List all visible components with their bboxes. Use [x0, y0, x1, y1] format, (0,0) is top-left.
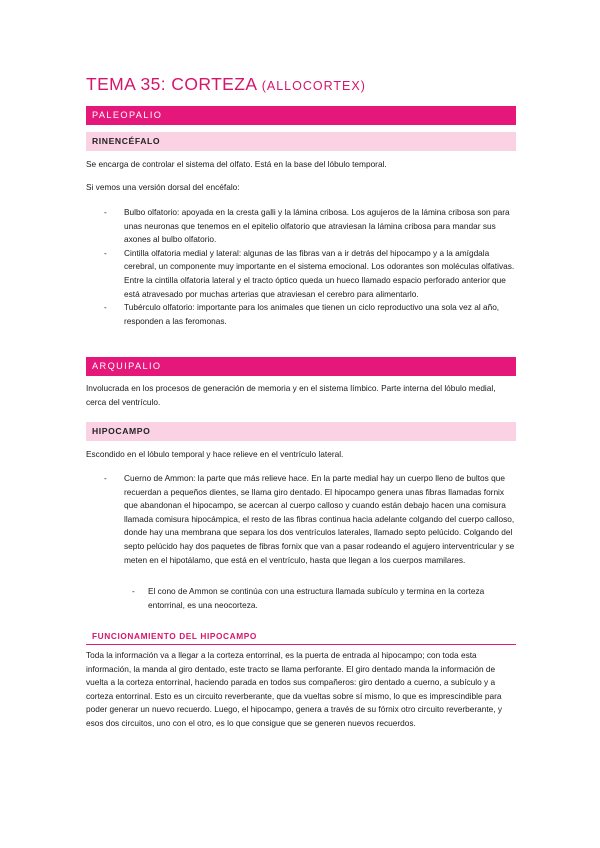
list-item — [86, 472, 516, 567]
bullet-marker: - — [104, 247, 107, 258]
hipocampo-sub-bullet-list — [86, 585, 516, 612]
list-item — [86, 206, 516, 247]
arquipalio-paragraph: Involucrada en los procesos de generación de memoria y en el sistema límbico. Parte interna del lóbulo medial, cerca del ventrículo. — [86, 383, 496, 407]
subsection-heading-rinencefalo: RINENCÉFALO — [86, 132, 516, 151]
rinencefalo-paragraph-1: Se encarga de controlar el sistema del olfato. Está en la base del lóbulo temporal. — [86, 159, 387, 169]
bullet-text: Bulbo olfatorio: apoyada en la cresta galli y la lámina cribosa. Los agujeros de la lámina cribosa son para unas neuronas que tenemos en el epitelio olfatorio que atraviesan la lámina cribosa para mandar sus axones al bulbo olfatorio. — [124, 207, 510, 245]
subsection-heading-funcionamiento: FUNCIONAMIENTO DEL HIPOCAMPO — [86, 629, 516, 645]
bullet-marker: - — [104, 473, 107, 483]
section-heading-arquipalio: ARQUIPALIO — [86, 357, 516, 376]
title-main: TEMA 35: CORTEZA — [86, 74, 257, 94]
bullet-text: Tubérculo olfatorio: importante para los animales que tienen un ciclo reproductivo una sola vez al año, responden a las feromonas. — [124, 302, 500, 326]
subsection-heading-hipocampo: HIPOCAMPO — [86, 422, 516, 441]
list-item — [86, 585, 516, 612]
bullet-marker: - — [104, 207, 107, 217]
list-item — [86, 247, 516, 301]
bullet-text: Cintilla olfatoria medial y lateral: algunas de las fibras van a ir detrás del hipocampo y a la amígdala cerebral, un componente muy importante en el sistema emocional. Los odorantes son moléculas olfativas. Entre la cintilla olfatoria lateral y el tracto óptico queda un hueco llamado espacio perforado anterior que está atravesado por muchas arterias que atraviesan el cerebro para alimentarlo. — [124, 247, 515, 299]
rinencefalo-bullet-list — [86, 206, 516, 328]
bullet-marker: - — [104, 302, 107, 313]
hipocampo-bullet-list — [86, 472, 516, 567]
section-heading-paleopalio: PALEOPALIO — [86, 106, 516, 125]
page-title — [86, 74, 366, 95]
bullet-marker: - — [132, 586, 135, 596]
rinencefalo-paragraph-2: Si vemos una versión dorsal del encéfalo: — [86, 182, 240, 192]
bullet-text: Cuerno de Ammon: la parte que más relieve hace. En la parte medial hay un cuerpo lleno de bultos que recuerdan a pequeños dientes, se llama giro dentado. El hipocampo genera unas fibras llamadas fornix que abandonan el hipocampo, se acercan al cuerpo calloso y cuando están debajo hacen una comisura llamada comisura hipocámpica, el resto de las fibras continua hacia adelante colgando del cuerpo calloso, donde hay una membrana que separa los dos ventrículos laterales, llamado septo pelúcido. Colgando del septo pelúcido hay dos paquetes de fibras fornix que van a pasar rodeando el agujero interventricular y se meten en el hipotálamo, que está en el ventrículo, hasta que llegan a los cuerpos mamilares. — [124, 473, 515, 565]
title-sub: (ALLOCORTEX) — [261, 79, 366, 93]
bullet-text: El cono de Ammon se continúa con una estructura llamada subículo y termina en la corteza entorrinal, es una neocorteza. — [148, 586, 485, 610]
list-item — [86, 301, 516, 328]
hipocampo-paragraph: Escondido en el lóbulo temporal y hace relieve en el ventrículo lateral. — [86, 449, 344, 459]
funcionamiento-paragraph: Toda la información va a llegar a la corteza entorrinal, es la puerta de entrada al hipocampo; con toda esta información, la manda al giro dentado, este tracto se llama perforante. El giro dentado manda la información de vuelta a la corteza entorrinal, haciendo parada en todos sus compañeros: giro dentado a cuerno, a subículo y a corteza entorrinal. Esto es un circuito reverberante, que da vueltas sobre sí mismo, lo que es imprescindible para poder generar un nuevo recuerdo. Luego, el hipocampo, genera a través de su fórnix otro circuito reverberante, y esos dos circuitos, uno con el otro, es lo que consigue que se generen nuevos recuerdos. — [86, 650, 503, 728]
